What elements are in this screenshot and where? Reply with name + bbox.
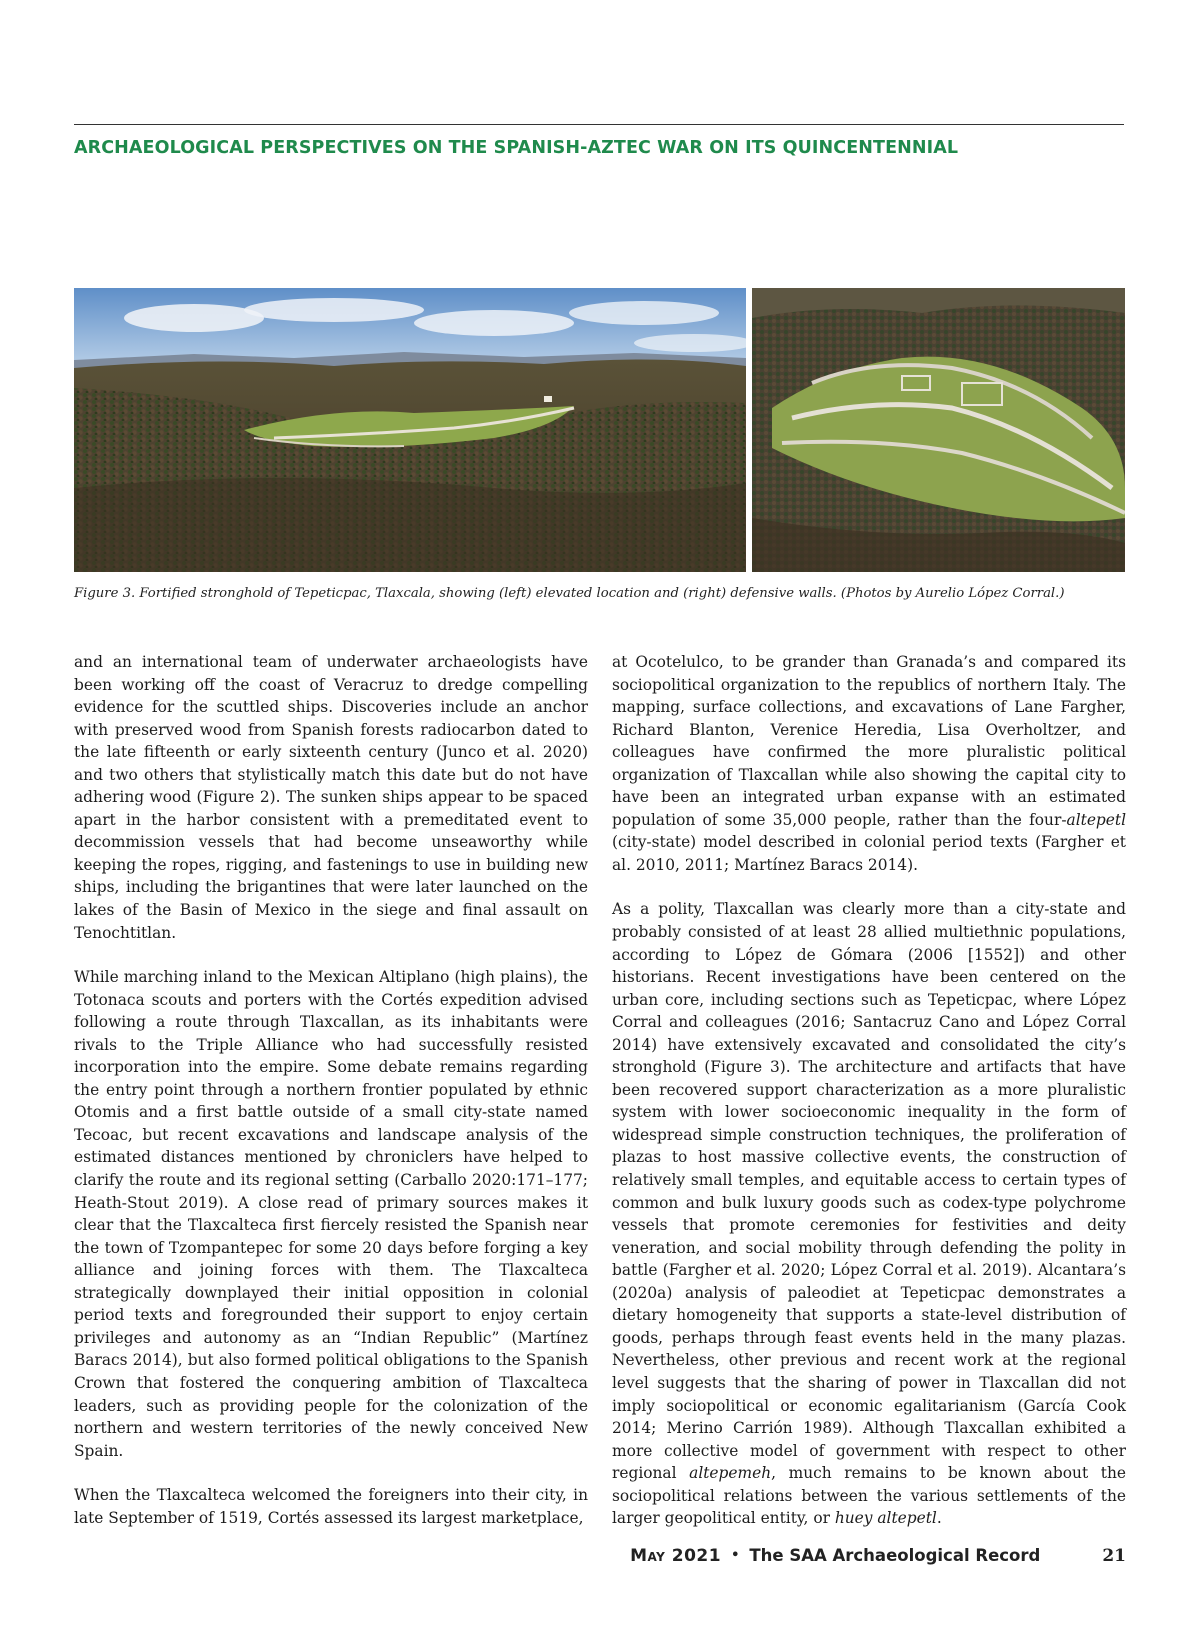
italic-term: altepetl [1066, 810, 1126, 829]
text-run: (city-state) model described in colonial period texts (Fargher et al. 2010, 2011; Martínez Baracs 2014). [612, 833, 1126, 874]
left-column [74, 651, 588, 1551]
figure-caption: Figure 3. Fortified stronghold of Tepeticpac, Tlaxcala, showing (left) elevated location and (right) defensive walls. (Photos by Aurelio López Corral.) [74, 586, 1065, 601]
page-number: 21 [1102, 1546, 1126, 1566]
photo-defensive-walls [752, 288, 1125, 572]
text-run: . [936, 1509, 942, 1528]
text-run: , much remains to be known about the sociopolitical relations between the various settlements of the larger geopolitical entity, or [612, 1464, 1126, 1528]
paragraph: and an international team of underwater archaeologists have been working off the coast of Veracruz to dredge compelling evidence for the scuttled ships. Discoveries include an anchor with preserved wood from Spanish forests radiocarbon dated to the late fifteenth or early sixteenth century (Junco et al. 2020) and two others that stylistically match this date but do not have adhering wood (Figure 2). The sunken ships appear to be spaced apart in the harbor consistent with a premeditated event to decommission vessels that had become unseaworthy while keeping the ropes, rigging, and fastenings to use in building new ships, including the brigantines that were later launched on the lakes of the Basin of Mexico in the siege and final assault on Tenochtitlan. [74, 653, 588, 942]
issue-date: May 2021 [630, 1546, 722, 1566]
photo-elevated-location [74, 288, 746, 572]
journal-title: The SAA Archaeological Record [749, 1546, 1041, 1565]
aerial-landscape-image [74, 288, 746, 572]
paragraph: While marching inland to the Mexican Altiplano (high plains), the Totonaca scouts and porters with the Cortés expedition advised following a route through Tlaxcallan, as its inhabitants were rivals to the Triple Alliance who had successfully resisted incorporation into the empire. Some debate remains regarding the entry point through a northern frontier populated by ethnic Otomis and a first battle outside of a small city-state named Tecoac, but recent excavations and landscape analysis of the estimated distances mentioned by chroniclers have helped to clarify the route and its regional setting (Carballo 2020:171–177; Heath-Stout 2019). A close read of primary sources makes it clear that the Tlaxcalteca first fiercely resisted the Spanish near the town of Tzompantepec for some 20 days before forging a key alliance and joining forces with them. The Tlaxcalteca strategically downplayed their initial opposition in colonial period texts and foregrounded their support to enjoy certain privileges and autonomy as an “Indian Republic” (Martínez Baracs 2014), but also formed political obligations to the Spanish Crown that fostered the conquering ambition of Tlaxcalteca leaders, such as providing people for the colonization of the northern and western territories of the newly conceived New Spain. [74, 968, 588, 1460]
text-run: As a polity, Tlaxcallan was clearly more than a city-state and probably consisted of at least 28 allied multiethnic populations, according to López de Gómara (2006 [1552]) and other historians. Recent investigations have been centered on the urban core, including sections such as Tepeticpac, where López Corral and colleagues (2016; Santacruz Cano and López Corral 2014) have extensively excavated and consolidated the city’s stronghold (Figure 3). The architecture and artifacts that have been recovered support characterization as a more pluralistic system with lower socioeconomic inequality in the form of widespread simple construction techniques, the proliferation of plazas to host massive collective events, the construction of relatively small temples, and equitable access to certain types of common and bulk luxury goods such as codex-type polychrome vessels that promote ceremonies for festivities and deity veneration, and social mobility through defending the polity in battle (Fargher et al. 2020; López Corral et al. 2019). Alcantara’s (2020a) analysis of paleodiet at Tepeticpac demonstrates a dietary homogeneity that supports a state-level distribution of goods, perhaps through feast events held in the many plazas. Nevertheless, other previous and recent work at the regional level suggests that the sharing of power in Tlaxcallan did not imply sociopolitical or economic egalitarianism (García Cook 2014; Merino Carrión 1989). Although Tlaxcallan exhibited a more collective model of government with respect to other regional [612, 900, 1126, 1483]
aerial-walls-image [752, 288, 1125, 572]
right-column [612, 651, 1126, 1552]
text-run: at Ocotelulco, to be grander than Granada’s and compared its sociopolitical organization to the republics of northern Italy. The mapping, surface collections, and excavations of Lane Fargher, Richard Blanton, Verenice Heredia, Lisa Overholtzer, and colleagues have confirmed the more pluralistic political organization of Tlaxcallan while also showing the capital city to have been an integrated urban expanse with an estimated population of some 35,000 people, rather than the four- [612, 653, 1126, 829]
paragraph: When the Tlaxcalteca welcomed the foreigners into their city, in late September of 1519, Cortés assessed its largest marketplace, [74, 1486, 588, 1527]
italic-term: huey altepetl [834, 1509, 937, 1528]
section-header: ARCHAEOLOGICAL PERSPECTIVES ON THE SPANISH-AZTEC WAR ON ITS QUINCENTENNIAL [74, 138, 959, 158]
paragraph [612, 898, 1126, 1529]
page-footer [630, 1546, 1126, 1570]
paragraph [612, 651, 1126, 876]
italic-term: altepemeh [689, 1464, 772, 1483]
bullet-separator: • [731, 1548, 740, 1563]
header-rule [74, 124, 1124, 125]
